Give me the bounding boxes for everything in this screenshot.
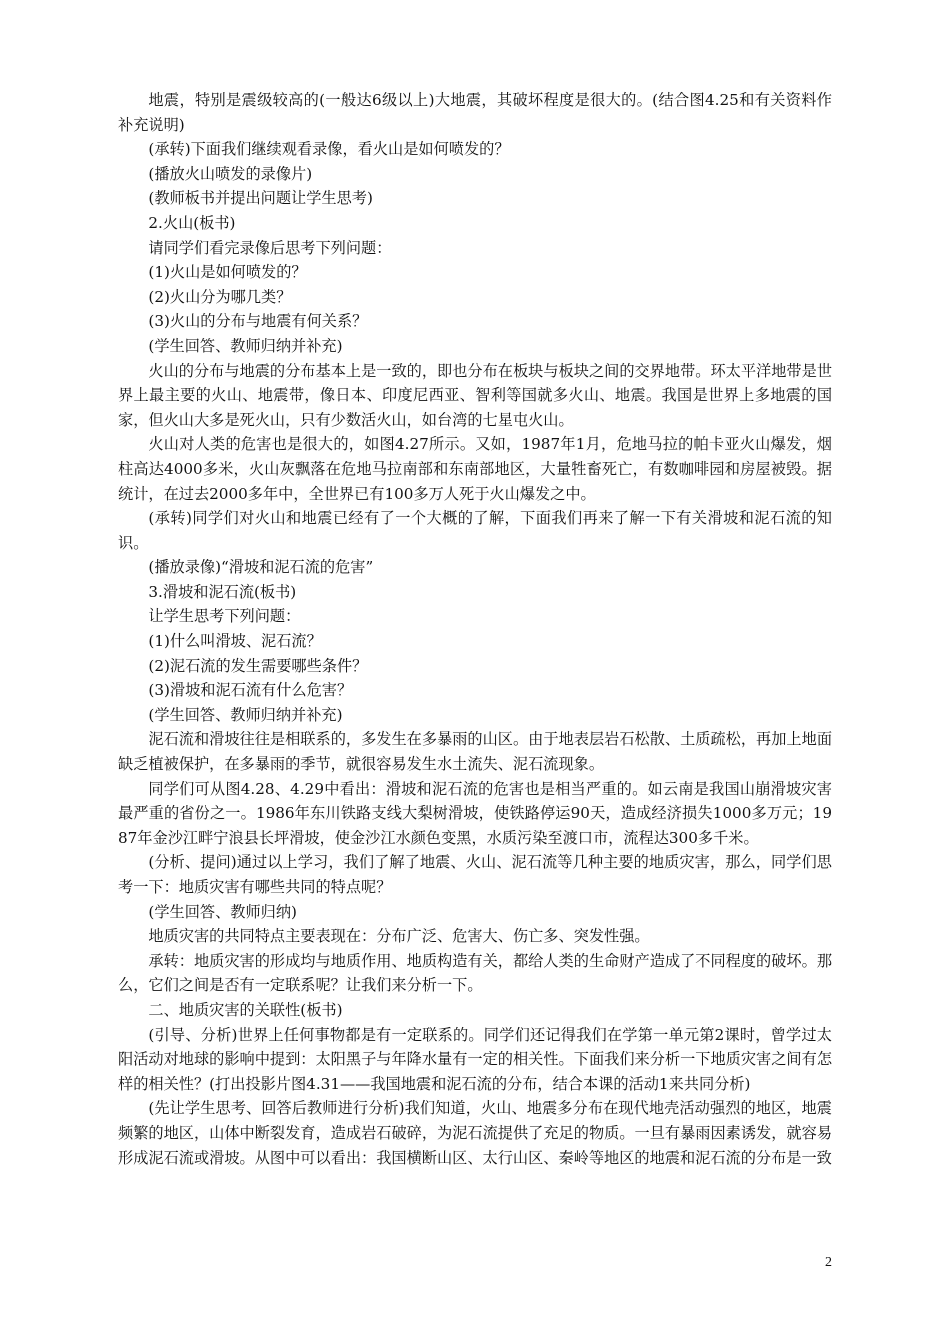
- paragraph: (引导、分析)世界上任何事物都是有一定联系的。同学们还记得我们在学第一单元第2课时，曾学过太阳活动对地球的影响中提到：太阳黑子与年降水量有一定的相关性。下面我们来分析一下地质灾害之间有怎样的相关性？(打出投影片图4.31——我国地震和泥石流的分布，结合本课的活动1来共同分析): [118, 1025, 832, 1093]
- paragraph: 火山的分布与地震的分布基本上是一致的，即也分布在板块与板块之间的交界地带。环太平洋地带是世界上最主要的火山、地震带，像日本、印度尼西亚、智利等国就多火山、地震。我国是世界上多地震的国家，但火山大多是死火山，只有少数活火山，如台湾的七星屯火山。: [118, 361, 832, 429]
- paragraph: (承转)下面我们继续观看录像，看火山是如何喷发的？: [148, 140, 510, 159]
- paragraph: 泥石流和滑坡往往是相联系的，多发生在多暴雨的山区。由于地表层岩石松散、土质疏松，再加上地面缺乏植被保护，在多暴雨的季节，就很容易发生水土流失、泥石流现象。: [118, 730, 832, 774]
- page-content: [118, 88, 832, 1170]
- question-item: (3)滑坡和泥石流有什么危害？: [148, 681, 353, 700]
- paragraph: (教师板书并提出问题让学生思考): [148, 189, 373, 208]
- paragraph: 让学生思考下列问题：: [148, 607, 301, 626]
- page-number: 2: [825, 1255, 832, 1270]
- paragraph: 火山对人类的危害也是很大的，如图4.27所示。又如，1987年1月，危地马拉的帕卡亚火山爆发，烟柱高达4000多米，火山灰飘落在危地马拉南部和东南部地区，大量牲畜死亡，有数咖啡园和房屋被毁。据统计，在过去2000多年中，全世界已有100多万人死于火山爆发之中。: [118, 435, 832, 503]
- paragraph: (学生回答、教师归纳并补充): [148, 336, 343, 355]
- paragraph: 承转：地质灾害的形成均与地质作用、地质构造有关，都给人类的生命财产造成了不同程度的破坏。那么，它们之间是否有一定联系呢？让我们来分析一下。: [118, 951, 832, 995]
- paragraph: (播放火山喷发的录像片): [148, 164, 313, 183]
- paragraph: (播放录像)“滑坡和泥石流的危害”: [148, 558, 374, 577]
- question-item: (1)什么叫滑坡、泥石流？: [148, 632, 322, 651]
- paragraph: 同学们可从图4.28、4.29中看出：滑坡和泥石流的危害也是相当严重的。如云南是我国山崩滑坡灾害最严重的省份之一。1986年东川铁路支线大梨树滑坡，使铁路停运90天，造成经济损失1000多万元；1987年金沙江畔宁浪县长坪滑坡，使金沙江水颜色变黑，水质污染至渡口市，流程达300多千米。: [118, 779, 832, 847]
- paragraph: 请同学们看完录像后思考下列问题：: [148, 238, 392, 257]
- paragraph: (学生回答、教师归纳并补充): [148, 705, 343, 724]
- question-item: (3)火山的分布与地震有何关系？: [148, 312, 368, 331]
- section-heading: 3.滑坡和泥石流(板书): [148, 582, 297, 601]
- paragraph: (分析、提问)通过以上学习，我们了解了地震、火山、泥石流等几种主要的地质灾害，那么，同学们思考一下：地质灾害有哪些共同的特点呢？: [118, 853, 832, 896]
- section-heading: 二、地质灾害的关联性(板书): [148, 1000, 343, 1019]
- paragraph: 地震，特别是震级较高的(一般达6级以上)大地震，其破坏程度是很大的。(结合图4.25和有关资料作补充说明): [118, 91, 832, 134]
- paragraph: (先让学生思考、回答后教师进行分析)我们知道，火山、地震多分布在现代地壳活动强烈的地区，地震频繁的地区，山体中断裂发育，造成岩石破碎，为泥石流提供了充足的物质。一旦有暴雨因素诱发，就容易形成泥石流或滑坡。从图中可以看出：我国横断山区、太行山区、秦岭等地区的地震和泥石流的分布是一致: [118, 1099, 832, 1167]
- paragraph: (承转)同学们对火山和地震已经有了一个大概的了解，下面我们再来了解一下有关滑坡和泥石流的知识。: [118, 509, 832, 552]
- section-heading: 2.火山(板书): [148, 213, 236, 232]
- question-item: (2)泥石流的发生需要哪些条件？: [148, 656, 368, 675]
- paragraph: 地质灾害的共同特点主要表现在：分布广泛、危害大、伤亡多、突发性强。: [148, 927, 650, 946]
- paragraph: (学生回答、教师归纳): [148, 902, 297, 921]
- question-item: (2)火山分为哪几类？: [148, 287, 292, 306]
- question-item: (1)火山是如何喷发的？: [148, 263, 307, 282]
